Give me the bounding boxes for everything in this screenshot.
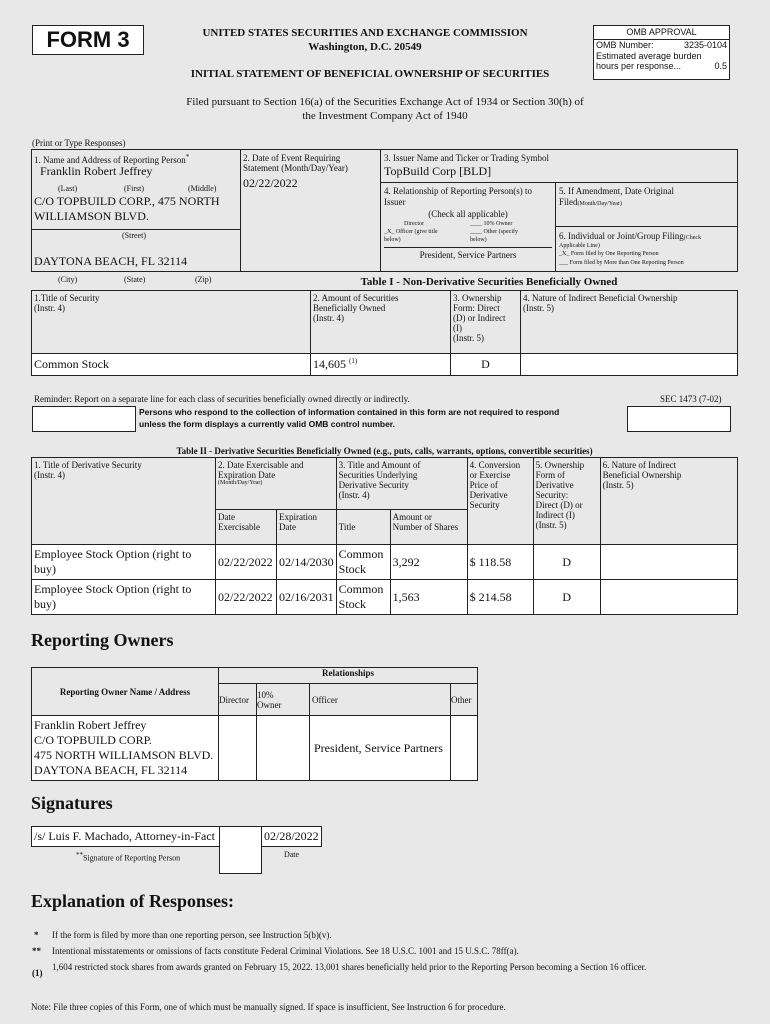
owner-officer-title: President, Service Partners [310,716,451,781]
table1-col4-header [521,291,738,354]
header-line: 2. Amount of Securities [313,293,399,303]
header-line: 3. Ownership [453,293,502,303]
amount-owned: 14,605 [313,357,346,371]
expiration-date: 02/14/2030 [277,545,337,580]
header-line: Price of [469,480,498,490]
officer-title: President, Service Partners [384,247,552,260]
box6-label [559,231,701,241]
signatures-heading: Signatures [31,793,113,813]
owner-name-address [32,716,219,781]
omb-number-value: 3235-0104 [683,40,727,50]
header-line: (Instr. 4) [34,470,65,480]
table2-col4-header [467,458,533,545]
derivative-title-line: Employee Stock Option (right to [34,582,192,596]
signature-caption-text: Signature of Reporting Person [83,853,181,863]
underlying-title [336,545,390,580]
header-line: (Instr. 5) [523,303,554,313]
owner-line: Franklin Robert Jeffrey [34,718,147,732]
table2-title: Table II - Derivative Securities Beneficially Owned (e.g., puts, calls, warrants, options, convertible securities) [176,446,593,456]
derivative-nature [600,545,737,580]
table2-date-exercisable-header [216,510,277,545]
officer-option: _X_ Officer (give title [384,229,438,235]
table1-row [32,354,738,376]
date-exercisable: 02/22/2022 [216,580,277,615]
table2-col5-header [533,458,600,545]
header-line: Owner [257,699,282,710]
omb-burden-label: hours per response... [596,61,682,71]
header-line: 3. Title and Amount of [338,460,421,470]
header-line: Number of Shares [392,522,459,532]
box6-label-text: 6. Individual or Joint/Group Filing [559,231,684,241]
persons-notice-line1: Persons who respond to the collection of information contained in this form are not required to respond [139,407,560,417]
label-state: (State) [124,275,146,284]
header-line: Derivative [469,490,508,500]
underlying-line: Common [338,582,384,596]
header-line: (Instr. 5) [453,333,484,343]
ownership-form: D [451,354,521,376]
security-title: Common Stock [32,354,311,376]
explanation-heading: Explanation of Responses: [31,891,235,911]
box3-label: 3. Issuer Name and Ticker or Trading Symbol [384,153,549,163]
relationships-header: Relationships [219,668,478,684]
blank-box-right [627,406,731,432]
form-label: FORM 3 [32,25,144,55]
reporting-person-name: Franklin Robert Jeffrey [40,164,153,178]
table1-col2-header [311,291,451,354]
divider [240,149,241,272]
box6-multiple-persons: ___ Form filed by More than One Reporting Person [559,260,684,266]
expiration-date: 02/16/2031 [277,580,337,615]
table2 [31,457,738,615]
omb-title: OMB APPROVAL [594,26,729,40]
table1-col3-header [451,291,521,354]
box5-date-format: (Month/Day/Year) [577,201,622,207]
signature-box: /s/ Luis F. Machado, Attorney-in-Fact [31,826,220,847]
box4-label-line1: 4. Relationship of Reporting Person(s) to [384,186,532,196]
table2-col2-header [216,458,337,510]
sec-code: SEC 1473 (7-02) [660,394,722,404]
header-line: 4. Conversion [469,460,521,470]
check-all-applicable: (Check all applicable) [428,209,508,219]
underlying-line: Common [338,547,384,561]
table1-header-row [32,291,738,354]
event-date: 02/22/2022 [243,176,298,190]
filed-pursuant-line1: Filed pursuant to Section 16(a) of the Securities Exchange Act of 1934 or Section 30(h) of [186,96,584,108]
owner-row [32,716,478,781]
explanation-text: Intentional misstatements or omissions of facts constitute Federal Criminal Violations. See 18 U.S.C. 1001 and 15 U.S.C. 78ff(a). [52,946,519,956]
print-note: (Print or Type Responses) [32,138,126,148]
header-line: Amount or [392,512,432,522]
date-exercisable: 02/22/2022 [216,545,277,580]
header-line: Derivative Security [338,480,409,490]
label-city: (City) [58,275,78,284]
owner-line: 475 NORTH WILLIAMSON BLVD. [34,748,214,762]
label-zip: (Zip) [195,275,212,284]
box2-label-line1: 2. Date of Event Requiring [243,153,341,163]
reporting-owners-table [31,667,478,781]
header-line: Exercisable [218,522,260,532]
underlying-line: Stock [338,562,367,576]
header-line: Indirect (I) [535,510,575,520]
underlying-line: Stock [338,597,367,611]
director-header: Director [219,684,257,716]
derivative-ownership-form: D [533,580,600,615]
owners-header-row [32,668,478,684]
box4-label-line2: Issuer [384,197,406,207]
table2-col3-header [336,458,467,510]
divider [380,149,381,272]
header-line: Expiration Date [218,470,276,480]
footnote-ref: (1) [349,357,358,365]
derivative-nature [600,580,737,615]
header-line: Securities Underlying [338,470,418,480]
blank-box-left [32,406,136,432]
label-middle: (Middle) [188,184,217,193]
explanation-mark: * [34,930,39,940]
nature-of-ownership [521,354,738,376]
owner-line: DAYTONA BEACH, FL 32114 [34,763,188,777]
filed-pursuant-line2: the Investment Company Act of 1940 [302,110,468,122]
table2-col1-header [32,458,216,545]
persons-notice-line2: unless the form displays a currently valid OMB control number. [139,419,396,429]
box6-one-person: _X_ Form filed by One Reporting Person [559,251,659,257]
box1-label-text: 1. Name and Address of Reporting Person [34,155,186,165]
header-line: Date [279,522,296,532]
date-caption: Date [283,850,300,859]
owner-other [451,716,478,781]
amount-owned-cell [311,354,451,376]
owner-line: C/O TOPBUILD CORP. [34,733,152,747]
header-line: Expiration [279,512,317,522]
box5-filed: Filed [559,197,578,207]
table2-col6-header [600,458,737,545]
box2-label-line2: Statement (Month/Day/Year) [243,163,348,173]
header-line: (Instr. 5) [602,480,634,490]
table1-col1-header [32,291,311,354]
header-line: 6. Nature of Indirect [602,460,677,470]
officer-option-line2: below) [384,237,401,243]
header-line: Date [218,512,235,522]
header-line: Security [469,500,500,510]
divider [380,182,738,183]
divider [555,226,738,227]
header-line: Beneficially Owned [313,303,386,313]
ten-pct-owner-text: 10% Owner [483,221,513,227]
header-line: Derivative [535,480,574,490]
reporting-owners-heading: Reporting Owners [31,630,174,650]
table2-title-header: Title [336,510,390,545]
header-line: (Instr. 4) [34,303,65,313]
statement-title: INITIAL STATEMENT OF BENEFICIAL OWNERSHIP OF SECURITIES [190,68,550,80]
header-line: 1. Title of Derivative Security [34,460,142,470]
explanation-mark: (1) [32,968,43,978]
derivative-title-line: buy) [34,562,56,576]
derivative-title [32,545,216,580]
derivative-ownership-form: D [533,545,600,580]
box6-label-small: (Check [683,235,702,241]
derivative-title [32,580,216,615]
header-line: Form of [535,470,565,480]
table2-row [32,545,738,580]
header-line: 5. Ownership [535,460,585,470]
derivative-title-line: Employee Stock Option (right to [34,547,192,561]
note-text: Note: File three copies of this Form, one of which must be manually signed. If space is insufficient, See Instruction 6 for procedure. [31,1002,506,1012]
divider [31,229,240,230]
divider [555,182,556,272]
table2-row [32,580,738,615]
director-option: Director [404,221,424,227]
box5-label-line1: 5. If Amendment, Date Original [559,186,674,196]
omb-burden-line1: Estimated average burden [596,50,702,61]
header-line: 2. Date Exercisable and [218,460,304,470]
header-line: (Instr. 4) [313,313,344,323]
explanation-mark: ** [32,946,41,956]
signature-date: 02/28/2022 [261,826,322,847]
agency-name: UNITED STATES SECURITIES AND EXCHANGE COMMISSION [202,27,528,39]
header-line: (Instr. 4) [338,490,370,500]
header-line: 1.Title of Security [34,293,100,303]
omb-burden-row [594,61,729,72]
label-street: (Street) [122,231,146,240]
signature-spacer-box [219,826,262,874]
table1-title: Table I - Non-Derivative Securities Beneficially Owned [360,276,618,288]
underlying-shares: 1,563 [390,580,467,615]
address-line1: C/O TOPBUILD CORP., 475 NORTH [34,194,220,208]
omb-burden-value: 0.5 [714,61,727,71]
header-line: or Exercise [469,470,511,480]
box6-line2: Applicable Line) [559,243,600,249]
ten-pct-owner-option: ____ 10% Owner [470,221,513,227]
header-line: Direct (D) or [535,500,583,510]
header-line: 4. Nature of Indirect Beneficial Ownership [523,293,678,303]
omb-approval-box [593,25,730,80]
city-state-zip: DAYTONA BEACH, FL 32114 [34,254,188,268]
omb-number-row [594,40,729,51]
header-line: Form: Direct [453,303,500,313]
reminder-text: Reminder: Report on a separate line for each class of securities beneficially owned directly or indirectly. [34,394,410,404]
signature-caption [76,851,180,863]
omb-number-label: OMB Number: [596,40,654,50]
owner-director [219,716,257,781]
table1 [31,290,738,376]
header-line: (Month/Day/Year) [218,480,263,486]
owner-ten-pct [257,716,310,781]
header-line: (D) or Indirect [453,313,506,323]
officer-header: Officer [310,684,451,716]
issuer-name-ticker: TopBuild Corp [BLD] [384,164,492,178]
other-option-text: Other (specify [483,229,518,235]
owner-name-header: Reporting Owner Name / Address [32,668,219,716]
agency-location: Washington, D.C. 20549 [308,41,422,53]
header-line: Security: [535,490,569,500]
table2-amount-header [390,510,467,545]
exercise-price: $ 214.58 [467,580,533,615]
box1-label-mark: * [185,153,190,161]
label-last: (Last) [58,184,78,193]
address-line2: WILLIAMSON BLVD. [34,209,149,223]
box5-label-line2 [559,197,622,207]
header-line: (Instr. 5) [535,520,567,530]
signature-caption-mark: ** [76,851,83,859]
header-line: Beneficial Ownership [602,470,682,480]
other-option: ____ Other (specify [470,229,518,235]
exercise-price: $ 118.58 [467,545,533,580]
table2-header-row [32,458,738,510]
header-line: 10% [257,689,274,700]
ten-pct-header [257,684,310,716]
table2-expiration-header [277,510,337,545]
label-first: (First) [124,184,144,193]
derivative-title-line: buy) [34,597,56,611]
other-header: Other [451,684,478,716]
header-line: (I) [453,323,462,333]
explanation-text: 1,604 restricted stock shares from awards granted on February 15, 2022. 13,001 shares beneficially held prior to the Reporting Person becoming a Section 16 officer. [52,962,647,972]
underlying-shares: 3,292 [390,545,467,580]
other-option-line2: below) [470,237,487,243]
explanation-text: If the form is filed by more than one reporting person, see Instruction 5(b)(v). [52,930,332,940]
underlying-title [336,580,390,615]
